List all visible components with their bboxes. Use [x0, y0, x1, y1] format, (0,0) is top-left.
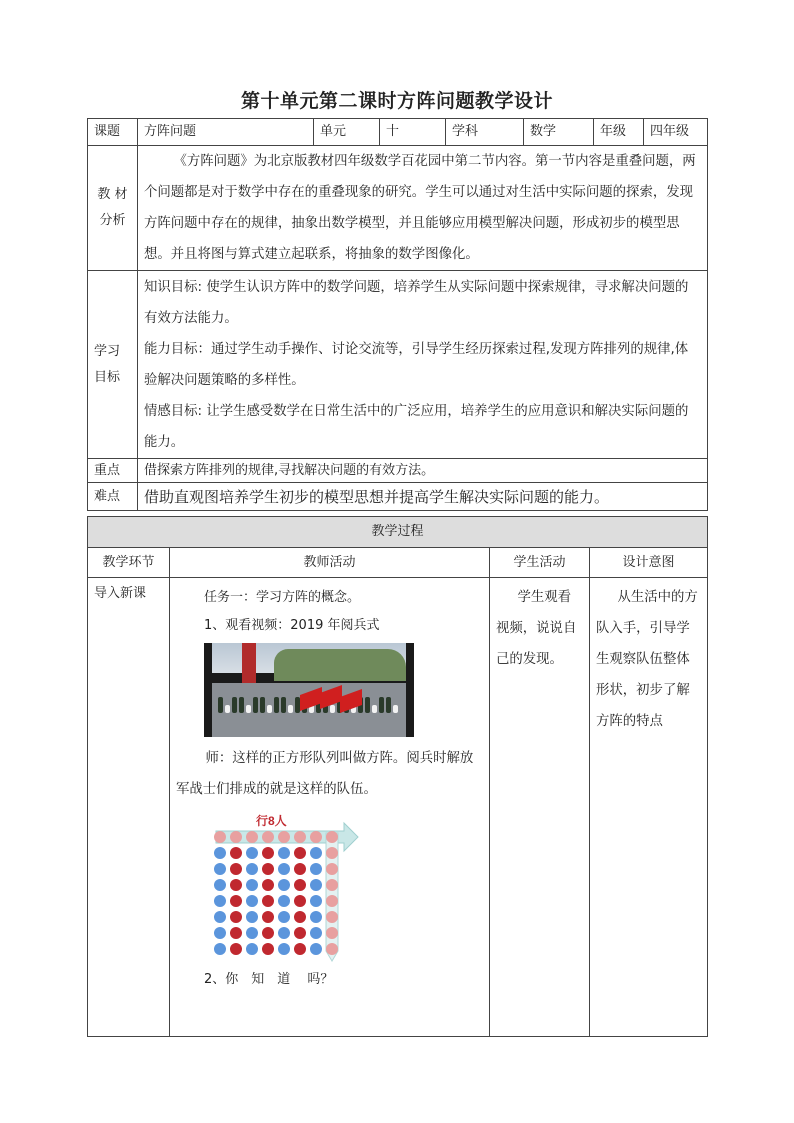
lesson-info-table: [87, 118, 708, 511]
array-dot: [310, 927, 322, 939]
analysis-row: [88, 146, 708, 271]
document-title: 第十单元第二课时方阵问题教学设计: [240, 90, 553, 112]
soldier-figure: [239, 697, 244, 713]
task-line: 任务一：学习方阵的概念。: [204, 590, 361, 605]
array-dot: [294, 847, 306, 859]
teacher-explanation: 师：这样的正方形队列叫做方阵。阅兵时解放军战士们排成的就是这样的队伍。: [176, 751, 474, 797]
array-dot: [326, 927, 338, 939]
col-teacher: 教师活动: [170, 548, 490, 578]
col-intent: 设计意图: [590, 548, 708, 578]
array-dot: [294, 927, 306, 939]
array-dot: [246, 911, 258, 923]
array-dot: [310, 831, 322, 843]
grade-value: 四年级: [644, 119, 708, 146]
array-dot: [246, 863, 258, 875]
soldier-figure: [260, 697, 265, 713]
parade-photo: [204, 643, 414, 737]
array-dot: [262, 847, 274, 859]
soldier-figure: [393, 705, 398, 713]
subject-value: 数学: [524, 119, 594, 146]
array-dot: [310, 895, 322, 907]
array-dot: [326, 895, 338, 907]
array-dot: [326, 831, 338, 843]
array-dot: [310, 943, 322, 955]
array-dot: [294, 911, 306, 923]
array-dot: [246, 831, 258, 843]
soldier-figure: [267, 705, 272, 713]
emotion-goal: 情感目标: 让学生感受数学在日常生活中的广泛应用，培养学生的应用意识和解决实际问题的能力。: [144, 403, 689, 450]
ability-goal: 能力目标：通过学生动手操作、讨论交流等，引导学生经历探索过程,发现方阵排列的规律,体验解决问题策略的多样性。: [144, 341, 689, 388]
subject-label: 学科: [446, 119, 524, 146]
array-dot: [262, 943, 274, 955]
array-dot: [326, 847, 338, 859]
col-stage: 教学环节: [88, 548, 170, 578]
array-dot: [294, 863, 306, 875]
process-header-row: [88, 517, 708, 548]
course-value: 方阵问题: [138, 119, 314, 146]
array-dot: [230, 895, 242, 907]
soldier-figure: [281, 697, 286, 713]
key-point-text: 借探索方阵排列的规律,寻找解决问题的有效方法。: [138, 459, 708, 483]
array-dot: [294, 895, 306, 907]
array-dot: [310, 879, 322, 891]
difficulty-text: 借助直观图培养学生初步的模型思想并提高学生解决实际问题的能力。: [138, 483, 708, 511]
array-dot: [230, 831, 242, 843]
array-dot: [230, 927, 242, 939]
teacher-cell: [170, 578, 490, 1037]
array-dot: [278, 911, 290, 923]
array-dot: [230, 911, 242, 923]
step1-line: 1、观看视频：2019 年阅兵式: [204, 618, 380, 633]
array-dot: [246, 895, 258, 907]
soldier-figure: [225, 705, 230, 713]
array-dot: [214, 927, 226, 939]
array-dot: [230, 863, 242, 875]
array-dot: [246, 847, 258, 859]
grade-label: 年级: [594, 119, 644, 146]
soldier-figure: [218, 697, 223, 713]
array-dot: [278, 863, 290, 875]
array-dot: [214, 895, 226, 907]
array-dot: [214, 911, 226, 923]
unit-value: 十: [380, 119, 446, 146]
soldier-figure: [330, 705, 335, 713]
intent-cell: 从生活中的方队入手，引导学生观察队伍整体形状，初步了解方阵的特点: [590, 578, 708, 1037]
square-array-diagram: [206, 813, 376, 963]
array-dot: [310, 863, 322, 875]
unit-label: 单元: [314, 119, 380, 146]
soldier-figure: [379, 697, 384, 713]
array-dot: [262, 879, 274, 891]
student-cell: 学生观看视频，说说自己的发现。: [490, 578, 590, 1037]
analysis-text: 《方阵问题》为北京版教材四年级数学百花园中第二节内容。第一节内容是重叠问题，两个问题都是对于数学中存在的重叠现象的研究。学生可以通过对生活中实际问题的探索，发现方阵问题中存在的规律，抽象出数学模型，并且能够应用模型解决问题，形成初步的模型思想。并且将图与算式建立起联系，将抽象的数学图像化。: [138, 146, 708, 271]
row-label: 行8人: [256, 814, 287, 828]
array-dot: [278, 895, 290, 907]
array-dot: [230, 847, 242, 859]
array-dot: [214, 879, 226, 891]
array-dot: [246, 943, 258, 955]
array-dot: [246, 879, 258, 891]
array-dot: [262, 895, 274, 907]
soldier-figure: [365, 697, 370, 713]
soldier-figure: [386, 697, 391, 713]
soldier-figure: [288, 705, 293, 713]
process-header: 教学过程: [88, 517, 708, 548]
key-point-label: 重点: [88, 459, 138, 483]
key-point-row: [88, 459, 708, 483]
array-dot: [230, 943, 242, 955]
course-label: 课题: [88, 119, 138, 146]
array-dot: [310, 911, 322, 923]
process-row: [88, 578, 708, 1037]
array-dot: [326, 943, 338, 955]
array-dot: [214, 863, 226, 875]
array-dot: [262, 911, 274, 923]
goals-text: [138, 271, 708, 459]
array-dot: [294, 831, 306, 843]
array-dot: [278, 831, 290, 843]
analysis-label: 教 材 分析: [88, 146, 138, 271]
stage-cell: 导入新课: [88, 578, 170, 1037]
teaching-process-table: [87, 516, 708, 1037]
array-dot: [294, 943, 306, 955]
goals-row: [88, 271, 708, 459]
soldier-figure: [274, 697, 279, 713]
array-dot: [294, 879, 306, 891]
difficulty-label: 难点: [88, 483, 138, 511]
soldier-figure: [232, 697, 237, 713]
array-dot: [262, 831, 274, 843]
array-dot: [262, 927, 274, 939]
info-row: [88, 119, 708, 146]
step2-line: 2、你 知 道 吗？: [204, 972, 334, 987]
array-dot: [326, 911, 338, 923]
array-dot: [278, 943, 290, 955]
array-dot: [278, 927, 290, 939]
array-dot: [310, 847, 322, 859]
difficulty-row: [88, 483, 708, 511]
array-dot: [326, 879, 338, 891]
array-dot: [262, 863, 274, 875]
process-columns-row: [88, 548, 708, 578]
array-dot: [214, 847, 226, 859]
soldier-figure: [246, 705, 251, 713]
array-dot: [278, 847, 290, 859]
array-dot: [230, 879, 242, 891]
goals-label: 学习 目标: [88, 271, 138, 459]
col-student: 学生活动: [490, 548, 590, 578]
array-dot: [278, 879, 290, 891]
soldier-figure: [253, 697, 258, 713]
array-dot: [326, 863, 338, 875]
array-dot: [246, 927, 258, 939]
array-dot: [214, 943, 226, 955]
soldier-figure: [372, 705, 377, 713]
array-dot: [214, 831, 226, 843]
knowledge-goal: 知识目标: 使学生认识方阵中的数学问题，培养学生从实际问题中探索规律，寻求解决问题的有效方法能力。: [144, 279, 689, 326]
